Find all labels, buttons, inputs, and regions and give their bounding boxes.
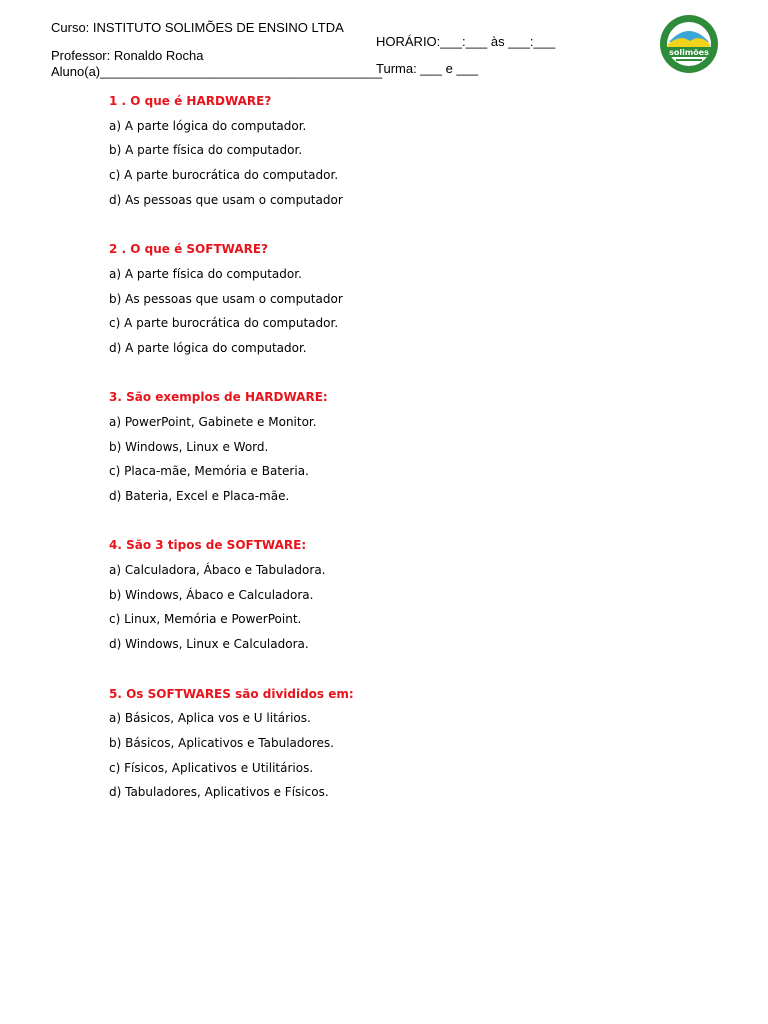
answer-option: b) Windows, Linux e Word. (109, 439, 269, 454)
quiz-questions (109, 92, 669, 833)
schedule-field: HORÁRIO:___:___ às ___:___ (376, 34, 556, 49)
answer-option: a) Básicos, Aplica vos e U litários. (109, 711, 311, 726)
answer-option: a) Calculadora, Ábaco e Tabuladora. (109, 563, 326, 578)
question-block (109, 92, 669, 215)
class-field: Turma: ___ e ___ (376, 61, 479, 76)
answer-option: c) Linux, Memória e PowerPoint. (109, 612, 302, 627)
answer-option: a) A parte lógica do computador. (109, 118, 307, 133)
course-title: Curso: INSTITUTO SOLIMÕES DE ENSINO LTDA (51, 20, 344, 35)
question-block (109, 685, 669, 808)
school-logo (656, 14, 722, 74)
question-block (109, 536, 669, 659)
answer-option: d) A parte lógica do computador. (109, 340, 307, 355)
answer-option: b) Windows, Ábaco e Calculadora. (109, 587, 314, 602)
question-title: 1 . O que é HARDWARE? (109, 94, 272, 108)
answer-option: b) A parte física do computador. (109, 143, 303, 158)
answer-option: d) Windows, Linux e Calculadora. (109, 637, 309, 652)
question-title: 5. Os SOFTWARES são divididos em: (109, 686, 354, 701)
student-name-field: Aluno(a)_______________________________________ (51, 64, 383, 79)
answer-option: c) A parte burocrática do computador. (109, 316, 339, 331)
answer-option: a) A parte física do computador. (109, 266, 302, 281)
question-block (109, 388, 669, 511)
answer-option: b) As pessoas que usam o computador (109, 291, 343, 306)
question-title: 2 . O que é SOFTWARE? (109, 242, 269, 257)
answer-option: c) Placa-mãe, Memória e Bateria. (109, 464, 309, 479)
question-title: 4. São 3 tipos de SOFTWARE: (109, 538, 307, 553)
answer-option: d) Tabuladores, Aplicativos e Físicos. (109, 785, 329, 800)
question-title: 3. São exemplos de HARDWARE: (109, 390, 328, 405)
answer-option: c) A parte burocrática do computador. (109, 168, 339, 183)
answer-option: d) Bateria, Excel e Placa-mãe. (109, 489, 290, 503)
answer-option: a) PowerPoint, Gabinete e Monitor. (109, 414, 317, 429)
answer-option: d) As pessoas que usam o computador (109, 192, 343, 207)
answer-option: b) Básicos, Aplicativos e Tabuladores. (109, 735, 334, 750)
question-block (109, 240, 669, 363)
answer-option: c) Físicos, Aplicativos e Utilitários. (109, 760, 314, 775)
teacher-name: Professor: Ronaldo Rocha (51, 48, 204, 63)
logo-text: solimões (669, 48, 709, 57)
